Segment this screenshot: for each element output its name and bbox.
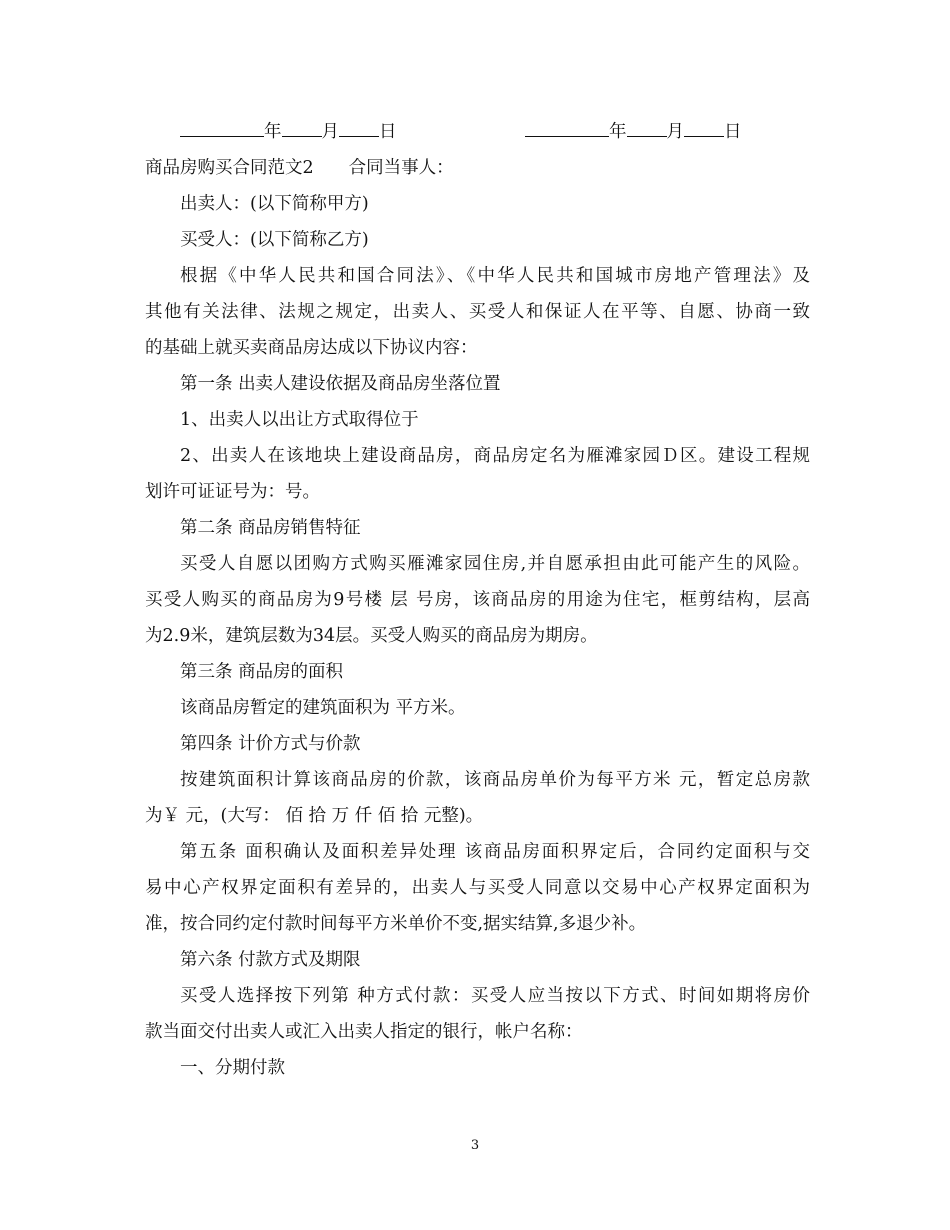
article-heading: 第一条 出卖人建设依据及商品房坐落位置 <box>180 374 501 394</box>
year-label: 年 <box>264 122 282 142</box>
article-heading: 第三条 商品房的面积 <box>180 662 344 682</box>
article-heading: 第四条 计价方式与价款 <box>180 734 361 754</box>
body-text-line: 按建筑面积计算该商品房的价款，该商品房单价为每平方米 元，暂定总房款 <box>180 770 810 790</box>
body-text-line: 买受人购买的商品房为9号楼 层 号房，该商品房的用途为住宅，框剪结构，层高 <box>145 590 810 610</box>
body-text-line: 为2.9米，建筑层数为34层。买受人购买的商品房为期房。 <box>145 626 598 646</box>
month-label: 月 <box>666 122 684 142</box>
month-blank <box>627 120 667 137</box>
signature-date-left <box>180 120 397 143</box>
page-number: 3 <box>470 1138 480 1153</box>
body-text-line: 款当面交付出卖人或汇入出卖人指定的银行，帐户名称： <box>145 1022 583 1042</box>
contract-title-line: 商品房购买合同范文2 合同当事人： <box>145 158 454 178</box>
body-text-line: 买受人自愿以团购方式购买雁滩家园住房,并自愿承担由此可能产生的风险。 <box>180 554 810 574</box>
body-text-line: 该商品房暂定的建筑面积为 平方米。 <box>180 698 466 718</box>
body-text-line: 划许可证证号为：号。 <box>145 482 320 502</box>
day-blank <box>339 120 379 137</box>
year-label: 年 <box>609 122 627 142</box>
body-text-line: 买受人选择按下列第 种方式付款：买受人应当按以下方式、时间如期将房价 <box>180 986 810 1006</box>
body-text-line: 的基础上就买卖商品房达成以下协议内容： <box>145 338 478 358</box>
day-label: 日 <box>379 122 397 142</box>
month-label: 月 <box>321 122 339 142</box>
seller-line: 出卖人：(以下简称甲方) <box>180 194 369 214</box>
day-blank <box>684 120 724 137</box>
body-text-line: 准，按合同约定付款时间每平方米单价不变,据实结算,多退少补。 <box>145 914 647 934</box>
body-text-line: 易中心产权界定面积有差异的，出卖人与买受人同意以交易中心产权界定面积为 <box>145 878 810 898</box>
article-heading: 第六条 付款方式及期限 <box>180 950 361 970</box>
body-text-line: 根据《中华人民共和国合同法》、《中华人民共和国城市房地产管理法》及 <box>180 266 810 286</box>
day-label: 日 <box>724 122 742 142</box>
year-blank <box>180 120 264 137</box>
body-text-line: 其他有关法律、法规之规定，出卖人、买受人和保证人在平等、自愿、协商一致 <box>145 302 810 322</box>
body-text-line: 2、出卖人在该地块上建设商品房，商品房定名为雁滩家园Ｄ区。建设工程规 <box>180 446 810 466</box>
section-heading: 一、分期付款 <box>180 1058 285 1078</box>
signature-date-right <box>525 120 742 143</box>
month-blank <box>282 120 322 137</box>
year-blank <box>525 120 609 137</box>
body-text-line: 第五条 面积确认及面积差异处理 该商品房面积界定后，合同约定面积与交 <box>180 842 810 862</box>
body-text-line: 1、出卖人以出让方式取得位于 <box>180 410 419 430</box>
buyer-line: 买受人：(以下简称乙方) <box>180 230 369 250</box>
body-text-line: 为￥ 元，(大写： 佰 拾 万 仟 佰 拾 元整)。 <box>145 806 484 826</box>
article-heading: 第二条 商品房销售特征 <box>180 518 361 538</box>
